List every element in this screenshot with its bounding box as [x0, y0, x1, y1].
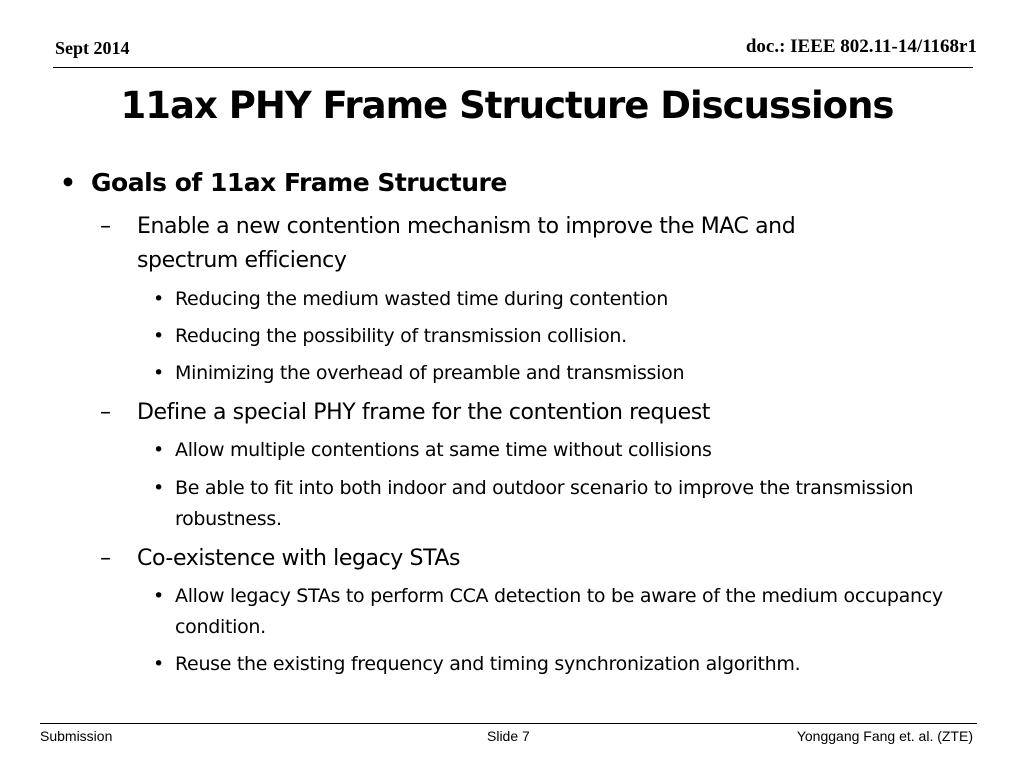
list-item — [153, 473, 943, 535]
list-item-text: Reducing the medium wasted time during contention — [175, 288, 668, 310]
list-item — [153, 284, 943, 315]
bullet-marker: • — [153, 585, 164, 607]
list-item-text: Reuse the existing frequency and timing synchronization algorithm. — [175, 653, 801, 675]
bullet-marker: • — [153, 288, 164, 310]
dash-marker: – — [100, 400, 111, 425]
sub-bullet — [100, 210, 900, 278]
sub-bullet-text: Define a special PHY frame for the contention request — [137, 400, 711, 425]
bullet-marker: • — [153, 439, 164, 461]
dash-marker: – — [100, 214, 111, 239]
dash-marker: – — [100, 546, 111, 571]
footer-submission: Submission — [40, 728, 113, 744]
list-item-text: Allow legacy STAs to perform CCA detection to be aware of the medium occupancy condition. — [175, 585, 943, 638]
list-item — [153, 581, 943, 643]
slide-title: 11ax PHY Frame Structure Discussions — [120, 84, 894, 127]
slide-number: Slide 7 — [487, 728, 530, 744]
footer-divider — [40, 723, 977, 724]
bullet-marker: • — [153, 325, 164, 347]
sub-bullet — [100, 396, 900, 430]
list-item — [153, 649, 943, 680]
list-item-text: Reducing the possibility of transmission collision. — [175, 325, 627, 347]
bullet-marker: • — [153, 477, 164, 499]
list-item — [153, 358, 943, 389]
sub-bullet-text: Enable a new contention mechanism to improve the MAC and spectrum efficiency — [137, 214, 796, 273]
bullet-marker: • — [60, 168, 76, 197]
document-id: doc.: IEEE 802.11-14/1168r1 — [745, 36, 977, 57]
main-bullet-text: Goals of 11ax Frame Structure — [91, 168, 507, 197]
list-item-text: Minimizing the overhead of preamble and transmission — [175, 362, 685, 384]
list-item — [153, 435, 943, 466]
sub-bullet — [100, 542, 900, 576]
list-item-text: Be able to fit into both indoor and outdoor scenario to improve the transmission robustness. — [175, 477, 914, 530]
list-item-text: Allow multiple contentions at same time without collisions — [175, 439, 712, 461]
sub-bullet-text: Co-existence with legacy STAs — [137, 546, 461, 571]
bullet-marker: • — [153, 362, 164, 384]
bullet-marker: • — [153, 653, 164, 675]
header-date: Sept 2014 — [55, 38, 130, 58]
list-item — [153, 321, 943, 352]
footer-author: Yonggang Fang et. al. (ZTE) — [796, 728, 973, 744]
